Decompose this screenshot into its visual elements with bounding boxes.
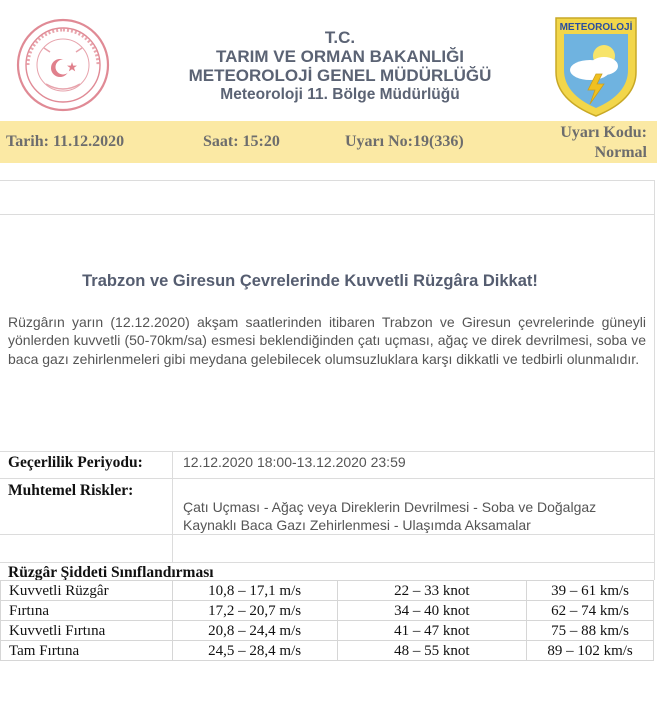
- divider: [172, 451, 173, 562]
- wind-class-name: Kuvvetli Rüzgâr: [1, 581, 173, 601]
- divider: [0, 534, 654, 535]
- ministry-seal-icon: [16, 18, 110, 112]
- validity-value: 12.12.2020 18:00-13.12.2020 23:59: [183, 454, 406, 470]
- wind-scale-table: [0, 580, 654, 661]
- wind-kmh: 39 – 61 km/s: [527, 581, 654, 601]
- table-row: [1, 601, 654, 621]
- wind-class-name: Fırtına: [1, 601, 173, 621]
- warning-number: Uyarı No:19(336): [345, 133, 464, 150]
- wind-ms: 17,2 – 20,7 m/s: [172, 601, 337, 621]
- risks-value: Çatı Uçması - Ağaç veya Direklerin Devrilmesi - Soba ve Doğalgaz Kaynaklı Baca Gazı Zehirlenmesi - Ulaşımda Aksamalar: [183, 499, 597, 533]
- table-row: [1, 641, 654, 661]
- wind-knot: 48 – 55 knot: [337, 641, 527, 661]
- wind-kmh: 89 – 102 km/s: [527, 641, 654, 661]
- warning-code: [560, 123, 647, 163]
- meteoroloji-logo-icon: [552, 14, 640, 118]
- org-line-2: TARIM VE ORMAN BAKANLIĞI: [215, 47, 465, 66]
- wind-scale-title: Rüzgâr Şiddeti Sınıflandırması: [8, 564, 214, 581]
- warning-info-bar: [0, 121, 657, 163]
- risks-label: Muhtemel Riskler:: [8, 482, 134, 499]
- wind-class-name: Tam Fırtına: [1, 641, 173, 661]
- wind-knot: 22 – 33 knot: [337, 581, 527, 601]
- warning-body-text: Rüzgârın yarın (12.12.2020) akşam saatlerinden itibaren Trabzon ve Giresun çevrelerinde güneyli yönlerden kuvvetli (50-70km/sa) esmesi beklendiğinden çatı uçması, ağaç ve direk devrilmesi, soba ve baca gazı zehirlenmeleri gibi meydana gelebilecek olumsuzluklara karşı dikkatli ve tedbirli olunmalıdır.: [8, 314, 646, 367]
- divider: [0, 214, 654, 215]
- wind-ms: 20,8 – 24,4 m/s: [172, 621, 337, 641]
- wind-ms: 24,5 – 28,4 m/s: [172, 641, 337, 661]
- divider: [0, 562, 654, 563]
- organization-name: [150, 28, 530, 104]
- warning-code-label: Uyarı Kodu:: [560, 124, 647, 141]
- divider: [0, 180, 654, 181]
- wind-knot: 34 – 40 knot: [337, 601, 527, 621]
- org-line-1: T.C.: [324, 28, 356, 47]
- table-row: [1, 621, 654, 641]
- wind-kmh: 75 – 88 km/s: [527, 621, 654, 641]
- warning-time: Saat: 15:20: [203, 133, 280, 150]
- org-line-3: METEOROLOJİ GENEL MÜDÜRLÜĞÜ: [188, 66, 492, 85]
- warning-date: Tarih: 11.12.2020: [6, 133, 125, 150]
- table-row: [1, 581, 654, 601]
- validity-label: Geçerlilik Periyodu:: [8, 454, 143, 471]
- document-header: [0, 0, 663, 120]
- logo-text: METEOROLOJİ: [559, 22, 633, 33]
- warning-headline: Trabzon ve Giresun Çevrelerinde Kuvvetli Rüzgâra Dikkat!: [82, 272, 538, 290]
- org-line-4: Meteoroloji 11. Bölge Müdürlüğü: [220, 86, 460, 103]
- wind-class-name: Kuvvetli Fırtına: [1, 621, 173, 641]
- divider: [654, 180, 655, 580]
- wind-ms: 10,8 – 17,1 m/s: [172, 581, 337, 601]
- wind-knot: 41 – 47 knot: [337, 621, 527, 641]
- divider: [0, 478, 654, 479]
- wind-kmh: 62 – 74 km/s: [527, 601, 654, 621]
- warning-code-value: Normal: [594, 144, 647, 161]
- divider: [0, 451, 654, 452]
